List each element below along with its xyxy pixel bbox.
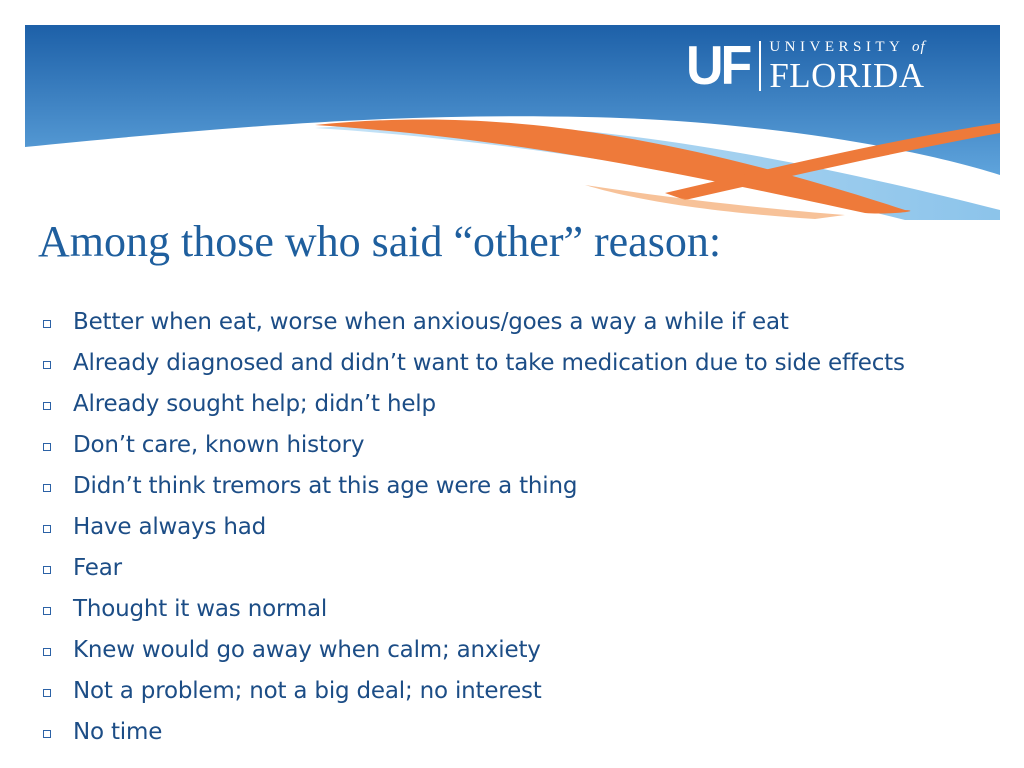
list-item-text: Didn’t think tremors at this age were a thing <box>73 472 578 499</box>
logo-uf-mark: UF <box>686 35 750 97</box>
list-item-text: Knew would go away when calm; anxiety <box>73 636 541 663</box>
list-item-text: Fear <box>73 554 122 581</box>
list-item-text: Have always had <box>73 513 267 540</box>
uf-logo <box>686 36 926 96</box>
logo-of-word: of <box>912 38 926 55</box>
list-item-text: Don’t care, known history <box>73 431 365 458</box>
list-item <box>43 301 905 342</box>
logo-wordmark <box>769 40 925 93</box>
bullet-list <box>43 301 905 752</box>
square-bullet-icon <box>43 525 51 533</box>
list-item <box>43 670 905 711</box>
list-item-text: Already sought help; didn’t help <box>73 390 436 417</box>
list-item <box>43 342 905 383</box>
logo-university-word: UNIVERSITY <box>769 38 904 55</box>
logo-florida-text: FLORIDA <box>769 55 925 95</box>
square-bullet-icon <box>43 648 51 656</box>
slide-title: Among those who said “other” reason: <box>38 217 722 266</box>
logo-university-text <box>769 40 925 55</box>
list-item <box>43 465 905 506</box>
square-bullet-icon <box>43 443 51 451</box>
square-bullet-icon <box>43 361 51 369</box>
list-item <box>43 383 905 424</box>
list-item <box>43 547 905 588</box>
square-bullet-icon <box>43 689 51 697</box>
square-bullet-icon <box>43 484 51 492</box>
square-bullet-icon <box>43 402 51 410</box>
list-item-text: Thought it was normal <box>73 595 328 622</box>
square-bullet-icon <box>43 566 51 574</box>
logo-divider <box>759 41 761 91</box>
list-item <box>43 711 905 752</box>
list-item <box>43 588 905 629</box>
square-bullet-icon <box>43 607 51 615</box>
list-item <box>43 424 905 465</box>
square-bullet-icon <box>43 320 51 328</box>
list-item-text: Better when eat, worse when anxious/goes a way a while if eat <box>73 308 789 335</box>
list-item <box>43 506 905 547</box>
list-item-text: Already diagnosed and didn’t want to take medication due to side effects <box>73 349 905 376</box>
square-bullet-icon <box>43 730 51 738</box>
list-item-text: No time <box>73 718 163 745</box>
list-item-text: Not a problem; not a big deal; no interest <box>73 677 542 704</box>
list-item <box>43 629 905 670</box>
